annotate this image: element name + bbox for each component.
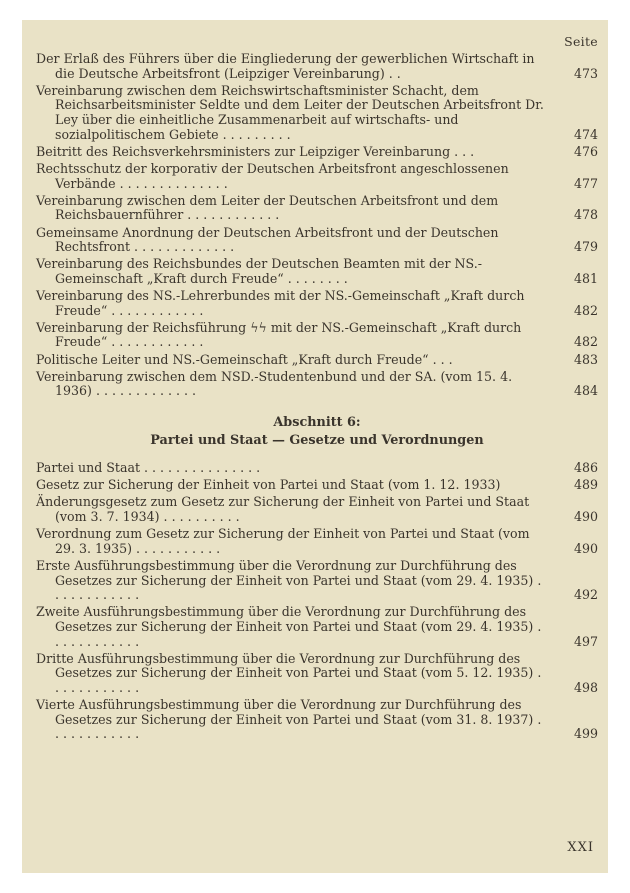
toc-entry (36, 478, 598, 493)
toc-entry (36, 698, 598, 742)
toc-entry-page: 482 (573, 334, 598, 350)
toc-entry-page: 476 (573, 143, 598, 159)
toc-entry (36, 84, 598, 142)
toc-entry-title: Vereinbarung zwischen dem NSD.-Studentenbund und der SA. (vom 15. 4. 1936) . . . . . . . . . . . . . (36, 368, 513, 399)
toc-entry-title: Vereinbarung zwischen dem Reichswirtschaftsminister Schacht, dem Reichsarbeitsminister Seldte und dem Leiter der Deutschen Arbeitsfront Dr. Ley über die einheitliche Zusammenarbeit auf wirtschafts- und sozialpolitischem Gebiete . . . . . . . . . (36, 82, 544, 142)
toc-entry (36, 461, 598, 476)
toc-entry (36, 257, 598, 286)
section-title: Abschnitt 6: (273, 415, 361, 430)
toc-entry-page: 473 (573, 65, 598, 81)
toc-entry-title: Gesetz zur Sicherung der Einheit von Partei und Staat (vom 1. 12. 1933) (36, 477, 501, 493)
toc-entry-page: 486 (573, 460, 598, 475)
toc-entry-page: 481 (573, 270, 598, 286)
toc-entry (36, 559, 598, 603)
toc-entry-title: Gemeinsame Anordnung der Deutschen Arbeitsfront und der Deutschen Rechtsfront . . . . . . . . . . . . . (36, 224, 499, 255)
toc-entry (36, 289, 598, 318)
toc-entry-title: Erste Ausführungsbestimmung über die Verordnung zur Durchführung des Gesetzes zur Sicherung der Einheit von Partei und Staat (vom 29. 4. 1935) . . . . . . . . . . . . (36, 557, 542, 603)
toc-entry-title: Rechtsschutz der korporativ der Deutschen Arbeitsfront angeschlossenen Verbände . . . . . . . . . . . . . . (36, 160, 509, 191)
toc-entry (36, 52, 598, 81)
toc-entry-title: Vereinbarung des NS.-Lehrerbundes mit der NS.-Gemeinschaft „Kraft durch Freude“ . . . . . . . . . . . . (36, 288, 525, 318)
toc-entry-title: Verordnung zum Gesetz zur Sicherung der Einheit von Partei und Staat (vom 29. 3. 1935) . . . . . . . . . . . (36, 526, 530, 556)
toc-entry-page: 490 (573, 540, 598, 556)
table-of-contents (36, 52, 598, 744)
toc-entry-page: 489 (573, 477, 598, 493)
toc-entry (36, 145, 598, 160)
toc-group-bottom (36, 461, 598, 742)
toc-entry (36, 527, 598, 556)
toc-entry (36, 495, 598, 524)
toc-entry-page: 478 (573, 207, 598, 223)
toc-entry-page: 490 (573, 508, 598, 524)
toc-entry-page: 499 (573, 726, 598, 742)
toc-entry-page: 474 (573, 126, 598, 142)
toc-entry-page: 477 (573, 175, 598, 191)
page-column-label: Seite (564, 34, 598, 49)
toc-entry-title: Zweite Ausführungsbestimmung über die Verordnung zur Durchführung des Gesetzes zur Sicherung der Einheit von Partei und Staat (vom 29. 4. 1935) . . . . . . . . . . . . (36, 604, 542, 649)
toc-entry (36, 605, 598, 649)
toc-entry-title: Der Erlaß des Führers über die Eingliederung der gewerblichen Wirtschaft in die Deutsche Arbeitsfront (Leipziger Vereinbarung) . . (36, 51, 535, 81)
toc-entry-title: Änderungsgesetz zum Gesetz zur Sicherung der Einheit von Partei und Staat (vom 3. 7. 1934) . . . . . . . . . . (36, 494, 530, 524)
toc-entry (36, 194, 598, 223)
toc-entry-page: 498 (573, 679, 598, 695)
toc-entry (36, 353, 598, 368)
toc-group-top (36, 52, 598, 399)
toc-entry-title: Dritte Ausführungsbestimmung über die Verordnung zur Durchführung des Gesetzes zur Sicherung der Einheit von Partei und Staat (vom 5. 12. 1935) . . . . . . . . . . . . (36, 650, 542, 695)
toc-entry (36, 370, 598, 399)
toc-entry (36, 162, 598, 191)
toc-entry (36, 652, 598, 696)
toc-entry (36, 321, 598, 350)
toc-entry-page: 484 (573, 383, 598, 399)
toc-entry-page: 483 (573, 351, 598, 367)
toc-entry-page: 492 (573, 587, 598, 603)
toc-entry-title: Vereinbarung der Reichsführung ϟϟ mit der NS.-Gemeinschaft „Kraft durch Freude“ . . . . . . . . . . . . (36, 319, 522, 350)
toc-entry-title: Vereinbarung des Reichsbundes der Deutschen Beamten mit der NS.-Gemeinschaft „Kraft durch Freude“ . . . . . . . . (36, 256, 482, 286)
toc-entry-page: 482 (573, 302, 598, 318)
toc-entry-title: Partei und Staat . . . . . . . . . . . . . . . (36, 460, 261, 475)
toc-entry-title: Beitritt des Reichsverkehrsministers zur Leipziger Vereinbarung . . . (36, 143, 475, 159)
toc-entry-title: Vierte Ausführungsbestimmung über die Verordnung zur Durchführung des Gesetzes zur Sicherung der Einheit von Partei und Staat (vom 31. 8. 1937) . . . . . . . . . . . . (36, 697, 542, 742)
toc-entry-page: 479 (573, 239, 598, 255)
page-number: XXI (567, 840, 594, 855)
book-page (22, 20, 608, 873)
toc-entry-page: 497 (573, 633, 598, 649)
section-subtitle: Partei und Staat — Gesetze und Verordnungen (150, 433, 484, 448)
toc-entry-title: Vereinbarung zwischen dem Leiter der Deutschen Arbeitsfront und dem Reichsbauernführer . . . . . . . . . . . . (36, 192, 499, 223)
toc-entry-title: Politische Leiter und NS.-Gemeinschaft „Kraft durch Freude“ . . . (36, 351, 453, 367)
toc-entry (36, 226, 598, 255)
